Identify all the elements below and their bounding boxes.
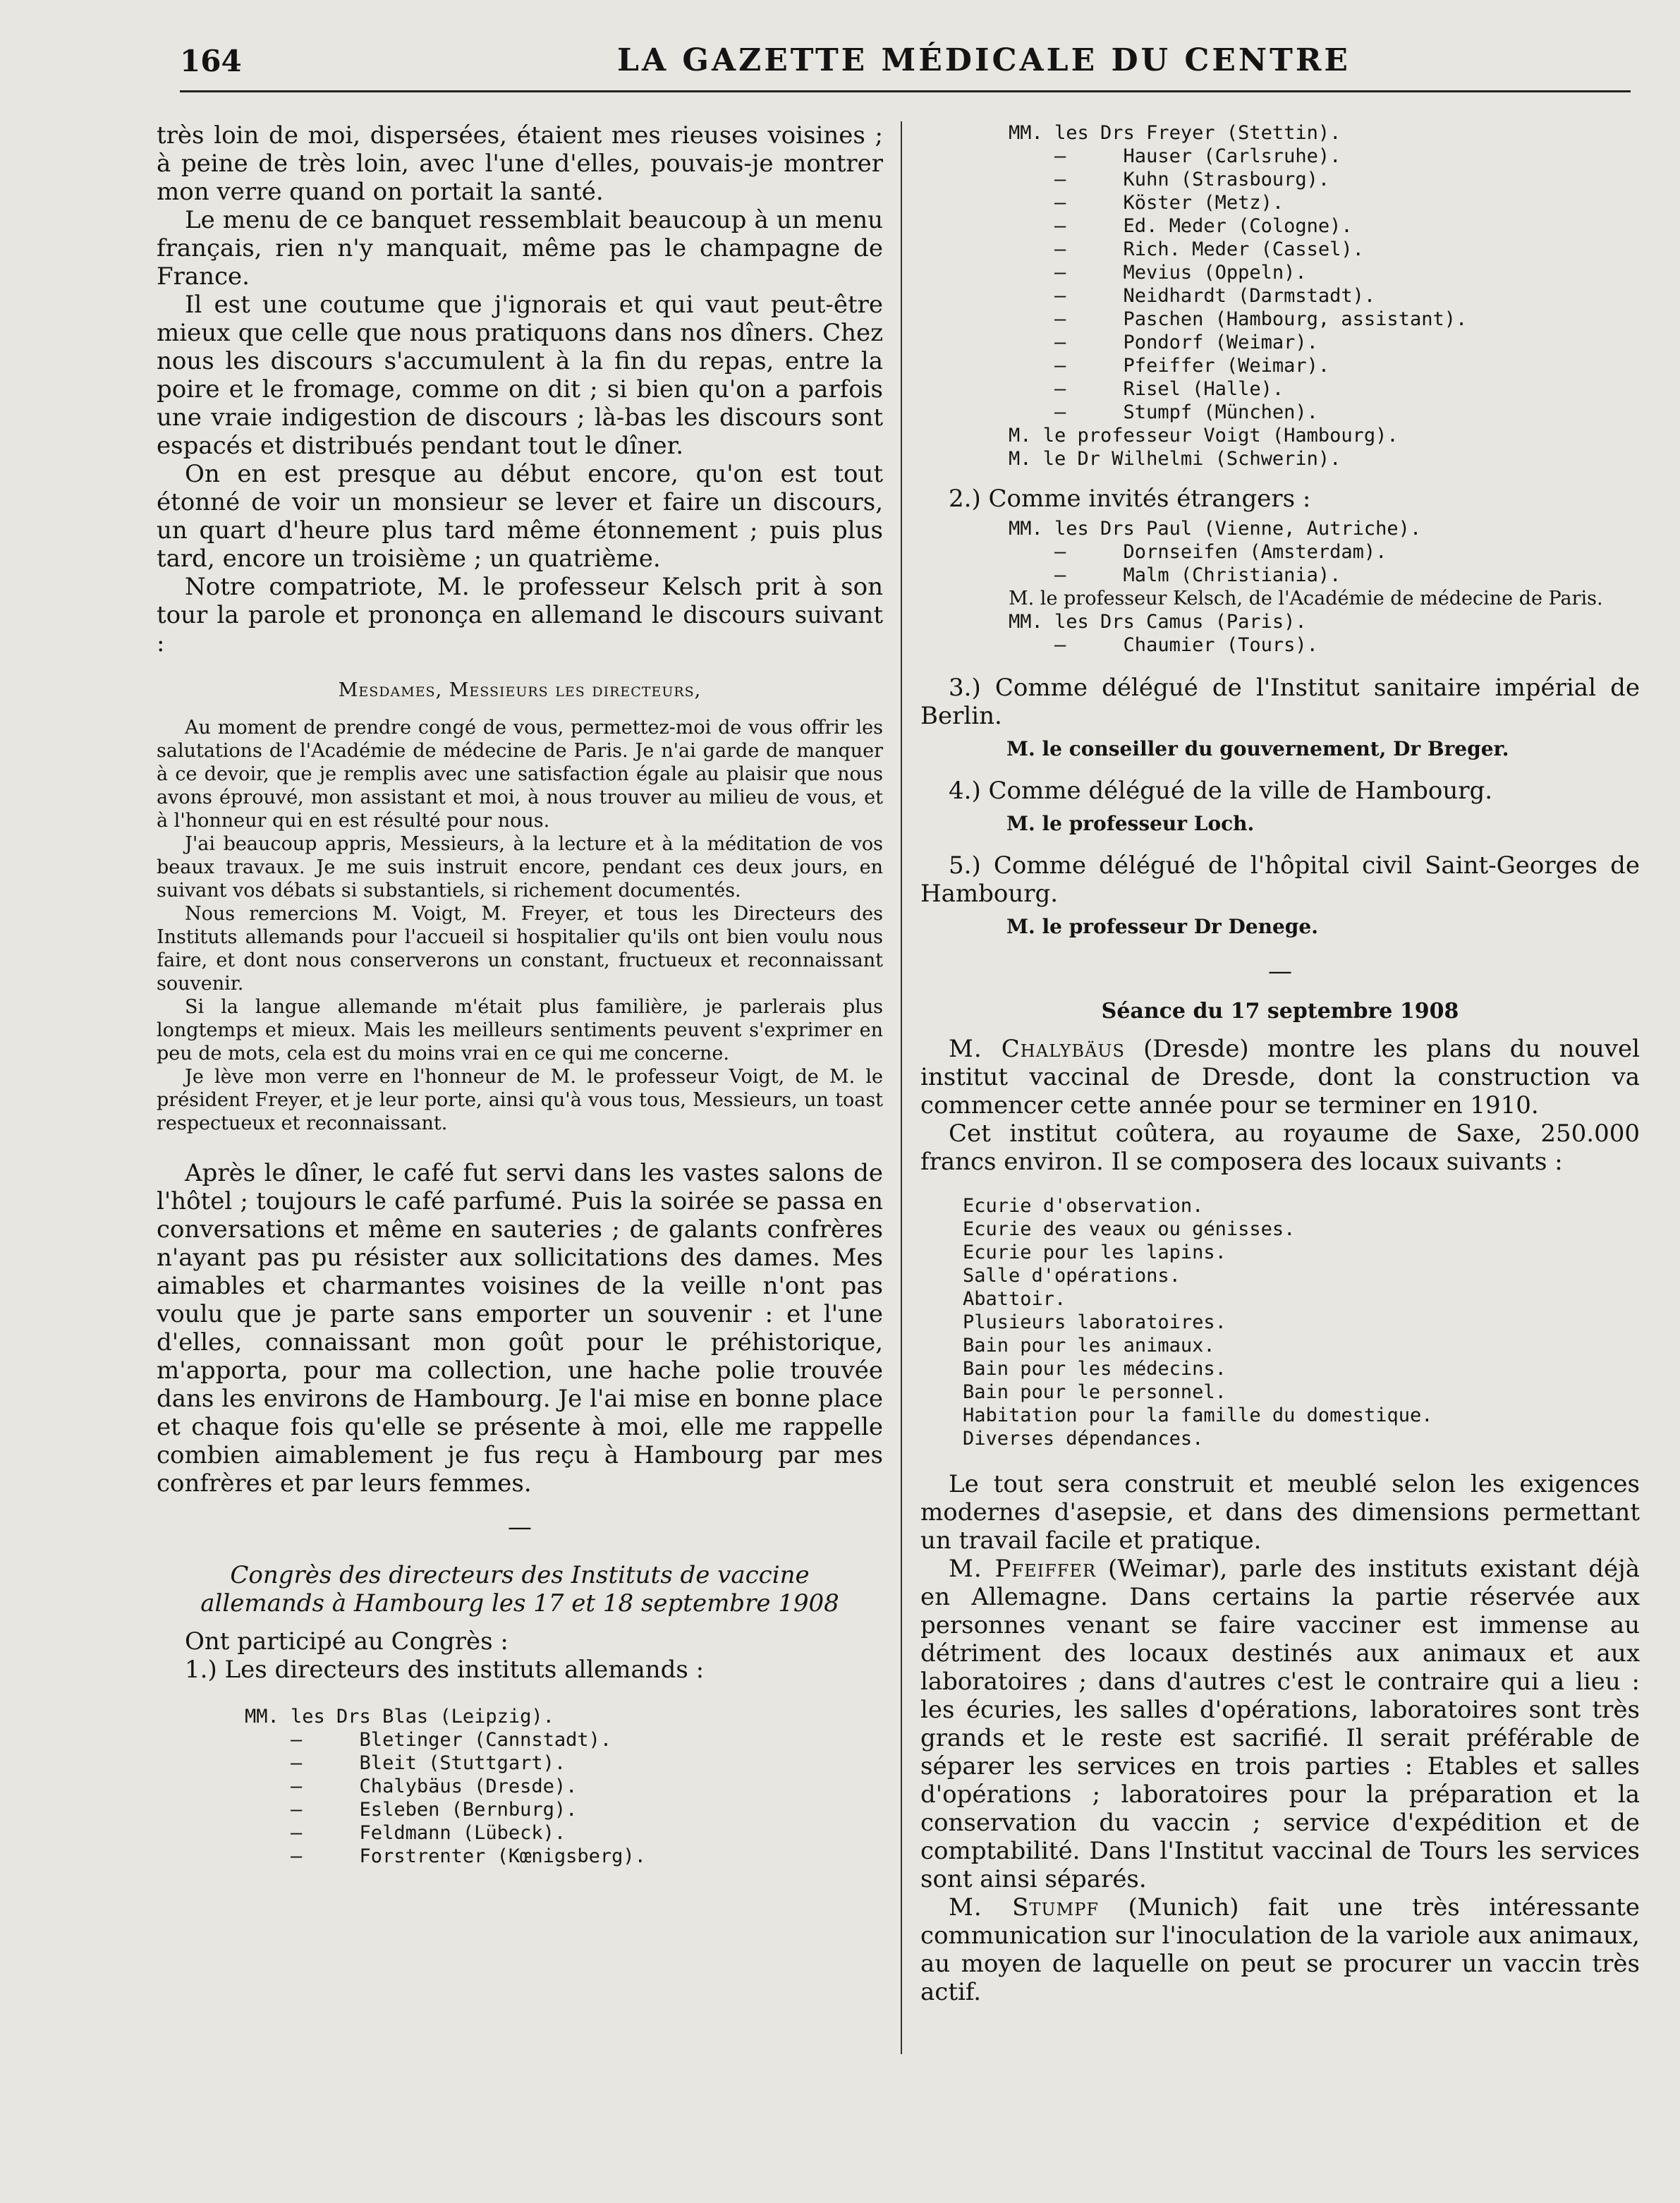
paragraph — [920, 1555, 1640, 1893]
list-heading: 2.) Comme invités étrangers : — [949, 485, 1311, 513]
delegate-entry: M. le conseiller du gouvernement, Dr Breger. — [1006, 737, 1509, 760]
speech-paragraph: Au moment de prendre congé de vous, permettez-moi de vous offrir les salutations de l'Académie de médecine de Paris. Je n'ai garde de manquer à ce devoir, que je remplis avec une satisfaction égale au plaisir que nous avons éprouvé, mon assistant et moi, à nous trouver au milieu de vous, et à l'honneur qui en est résulté pour nous. — [157, 717, 883, 832]
column-separator — [901, 121, 902, 2054]
delegate-entry: M. le professeur Loch. — [1006, 812, 1255, 835]
right-column — [920, 121, 1640, 2006]
speech-paragraph: Je lève mon verre en l'honneur de M. le professeur Voigt, de M. le président Freyer, et je leur porte, ainsi qu'à vous tous, Messieurs, un toast respectueux et reconnaissant. — [157, 1066, 883, 1134]
participant-list: MM. les Drs Blas (Leipzig). — Bletinger (Cannstadt). — Bleit (Stuttgart). — Chalybäus (Dresde). — Esleben (Bernburg). — Feldmann (Lübeck). — Forstrenter (Kœnigsberg). — [245, 1706, 646, 1867]
paragraph-text: (Dresde) montre les plans du nouvel institut vaccinal de Dresde, dont la construction va commencer cette année pour se terminer en 1910. — [920, 1035, 1640, 1119]
congress-title: Congrès des directeurs des Instituts de vaccine allemands à Hambourg les 17 et 18 septembre 1908 — [200, 1561, 839, 1618]
participants-intro: Ont participé au Congrès : — [185, 1627, 509, 1656]
list-heading: 1.) Les directeurs des instituts allemands : — [185, 1656, 705, 1684]
participant-entry: M. le professeur Kelsch, de l'Académie de médecine de Paris. — [1009, 588, 1603, 609]
page-header — [180, 41, 1631, 83]
paragraph: On en est presque au début encore, qu'on est tout étonné de voir un monsieur se lever et faire un discours, un quart d'heure plus tard même étonnement ; puis plus tard, encore un troisième ; un quatrième. — [157, 460, 883, 573]
participant-list: MM. les Drs Freyer (Stettin). — Hauser (Carlsruhe). — Kuhn (Strasbourg). — Köster (Metz). — Ed. Meder (Cologne). — Rich. Meder (Cassel). — Mevius (Oppeln). — Neidhardt (Darmstadt). — Paschen (Hambourg, assistant). — Pondorf (Weimar). — Pfeiffer (Weimar). — Risel (Halle). — Stumpf (München). M. le professeur Voigt (Hambourg). M. le Dr Wilhelmi (Schwerin). — [1009, 122, 1468, 470]
speech-paragraph: Si la langue allemande m'était plus familière, je parlerais plus longtemps et mieux. Mais les meilleurs sentiments peuvent s'exprimer en peu de mots, cela est du moins vrai en ce qui me concerne. — [157, 996, 883, 1064]
journal-title: LA GAZETTE MÉDICALE DU CENTRE — [617, 42, 1351, 78]
speech-paragraph: J'ai beaucoup appris, Messieurs, à la lecture et à la méditation de vos beaux travaux. Je me suis instruit encore, pendant ces deux jours, en suivant vos débats si substantiels, si richement documentés. — [157, 833, 883, 902]
list-heading: 3.) Comme délégué de l'Institut sanitaire impérial de Berlin. — [920, 674, 1640, 730]
paragraph: Le menu de ce banquet ressemblait beaucoup à un menu français, rien n'y manquait, même pas le champagne de France. — [157, 206, 883, 291]
speech-heading: Mesdames, Messieurs les directeurs, — [338, 679, 702, 701]
list-heading: 5.) Comme délégué de l'hôpital civil Saint-Georges de Hambourg. — [920, 851, 1640, 908]
paragraph-text: (Weimar), parle des instituts existant déjà en Allemagne. Dans certains la partie réservée aux personnes venant se faire vacciner est immense au détriment des locaux destinés aux animaux et aux laboratoires ; dans d'autres c'est le contraire qui a lieu : les écuries, les salles d'opérations, laboratoires sont très grands et le reste est sacrifié. Il serait préférable de séparer les services en trois parties : Etables et salles d'opérations ; laboratoires pour la préparation et la conservation du vaccin ; service d'expédition et de comptabilité. Dans l'Institut vaccinal de Tours les services sont ainsi séparés. — [920, 1555, 1640, 1893]
paragraph: très loin de moi, dispersées, étaient mes rieuses voisines ; à peine de très loin, avec l'une d'elles, pouvais-je montrer mon verre quand on portait la santé. — [157, 121, 883, 206]
page-number: 164 — [180, 44, 242, 78]
left-column — [157, 121, 883, 1868]
session-title: Séance du 17 septembre 1908 — [1101, 999, 1459, 1024]
speaker-name: M. Chalybäus — [949, 1035, 1125, 1063]
section-separator: — — [1268, 957, 1292, 985]
header-rule — [180, 90, 1631, 92]
speaker-name: M. Stumpf — [949, 1893, 1100, 1922]
paragraph: Il est une coutume que j'ignorais et qui vaut peut-être mieux que celle que nous pratiquons dans nos dîners. Chez nous les discours s'accumulent à la fin du repas, entre la poire et le fromage, comme on dit ; si bien qu'on a parfois une vraie indigestion de discours ; là-bas les discours sont espacés et distribués pendant tout le dîner. — [157, 291, 883, 460]
speaker-name: M. Pfeiffer — [949, 1555, 1097, 1583]
paragraph — [920, 1035, 1640, 1119]
section-separator: — — [508, 1513, 532, 1541]
paragraph: Après le dîner, le café fut servi dans les vastes salons de l'hôtel ; toujours le café parfumé. Puis la soirée se passa en conversations et même en sauteries ; de galants confrères n'ayant pas pu résister aux sollicitations des dames. Mes aimables et charmantes voisines de la veille n'ont pas voulu que je parte sans emporter un souvenir : et l'une d'elles, connaissant mon goût pour le préhistorique, m'apporta, pour ma collection, une hache polie trouvée dans les environs de Hambourg. Je l'ai mise en bonne place et chaque fois qu'elle se présente à moi, elle me rappelle combien aimablement je fus reçu à Hambourg par mes confrères et par leurs femmes. — [157, 1159, 883, 1498]
paragraph: Cet institut coûtera, au royaume de Saxe, 250.000 francs environ. Il se composera des locaux suivants : — [920, 1119, 1640, 1176]
participant-list: MM. les Drs Paul (Vienne, Autriche). — Dornseifen (Amsterdam). — Malm (Christiania). — [1009, 518, 1422, 586]
premises-list: Ecurie d'observation. Ecurie des veaux ou génisses. Ecurie pour les lapins. Salle d'opérations. Abattoir. Plusieurs laboratoires. Bain pour les animaux. Bain pour les médecins. Bain pour le personnel. Habitation pour la famille du domestique. Diverses dépendances. — [963, 1195, 1433, 1450]
delegate-entry: M. le professeur Dr Denege. — [1006, 915, 1318, 938]
participant-list: MM. les Drs Camus (Paris). — Chaumier (Tours). — [1009, 611, 1318, 656]
speech-paragraph: Nous remercions M. Voigt, M. Freyer, et tous les Directeurs des Instituts allemands pour l'accueil si hospitalier qu'ils ont bien voulu nous faire, et dont nous conserverons un constant, fructueux et reconnaissant souvenir. — [157, 903, 883, 995]
list-heading: 4.) Comme délégué de la ville de Hambourg. — [949, 777, 1493, 805]
paragraph-text: (Munich) fait une très intéressante communication sur l'inoculation de la variole aux animaux, au moyen de laquelle on peut se procurer un vaccin très actif. — [920, 1893, 1640, 2006]
paragraph: Notre compatriote, M. le professeur Kelsch prit à son tour la parole et prononça en allemand le discours suivant : — [157, 573, 883, 657]
paragraph: Le tout sera construit et meublé selon les exigences modernes d'asepsie, et dans des dimensions permettant un travail facile et pratique. — [920, 1470, 1640, 1555]
paragraph — [920, 1893, 1640, 2006]
